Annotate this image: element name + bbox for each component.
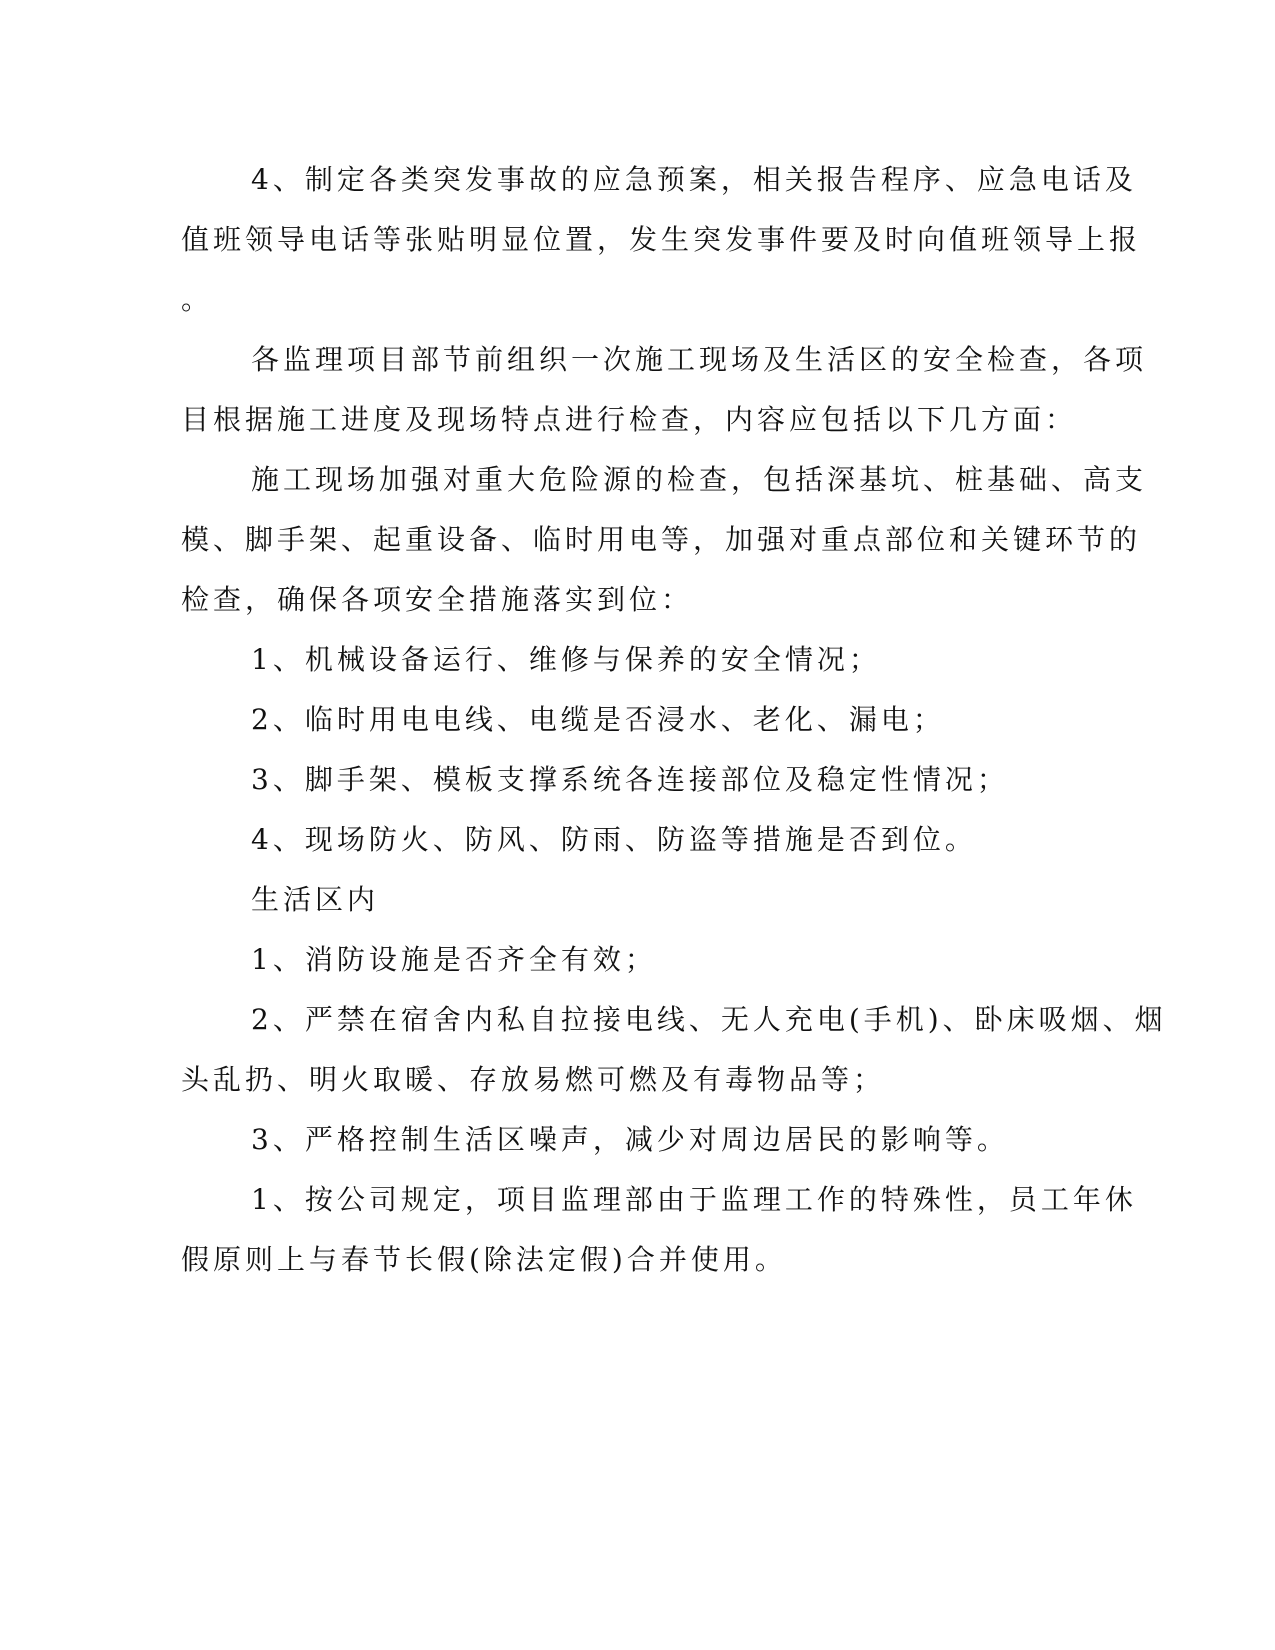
text-line: 4、现场防火、防风、防雨、防盗等措施是否到位。 [251, 823, 977, 856]
list-item [181, 630, 1061, 690]
text-line: 生活区内 [251, 883, 380, 916]
text-line: 2、严禁在宿舍内私自拉接电线、无人充电(手机)、卧床吸烟、烟 [251, 1003, 1167, 1036]
paragraph-annual-leave [181, 1170, 1137, 1290]
list-item [181, 1110, 1061, 1170]
paragraph-construction-site [181, 450, 1148, 630]
text-line: 各监理项目部节前组织一次施工现场及生活区的安全检查，各项 [251, 343, 1148, 376]
text-line: 1、机械设备运行、维修与保养的安全情况； [251, 643, 881, 676]
text-line: 假原则上与春节长假(除法定假)合并使用。 [181, 1243, 787, 1276]
text-line: 值班领导电话等张贴明显位置，发生突发事件要及时向值班领导上报 [181, 223, 1142, 256]
text-line: 检查，确保各项安全措施落实到位： [181, 583, 694, 616]
text-line: 1、消防设施是否齐全有效； [251, 943, 657, 976]
text-line: 4、制定各类突发事故的应急预案，相关报告程序、应急电话及 [251, 163, 1137, 196]
text-line: 1、按公司规定，项目监理部由于监理工作的特殊性，员工年休 [251, 1183, 1137, 1216]
paragraph-safety-inspection [181, 330, 1148, 450]
text-line: 2、临时用电电线、电缆是否浸水、老化、漏电； [251, 703, 945, 736]
list-item [181, 930, 1061, 990]
text-line: 头乱扔、明火取暖、存放易燃可燃及有毒物品等； [181, 1063, 886, 1096]
text-line: 目根据施工进度及现场特点进行检查，内容应包括以下几方面： [181, 403, 1078, 436]
paragraph-emergency-plan [181, 150, 1142, 330]
section-heading-living-area [181, 870, 1061, 930]
text-line: 施工现场加强对重大危险源的检查，包括深基坑、桩基础、高支 [251, 463, 1148, 496]
text-line: 3、脚手架、模板支撑系统各连接部位及稳定性情况； [251, 763, 1009, 796]
text-line: 3、严格控制生活区噪声，减少对周边居民的影响等。 [251, 1123, 1009, 1156]
list-item [181, 690, 1061, 750]
list-item [181, 990, 1167, 1110]
list-item [181, 810, 1061, 870]
text-line: 模、脚手架、起重设备、临时用电等，加强对重点部位和关键环节的 [181, 523, 1142, 556]
text-line: 。 [181, 283, 214, 316]
document-page [181, 150, 1167, 1290]
list-item [181, 750, 1061, 810]
